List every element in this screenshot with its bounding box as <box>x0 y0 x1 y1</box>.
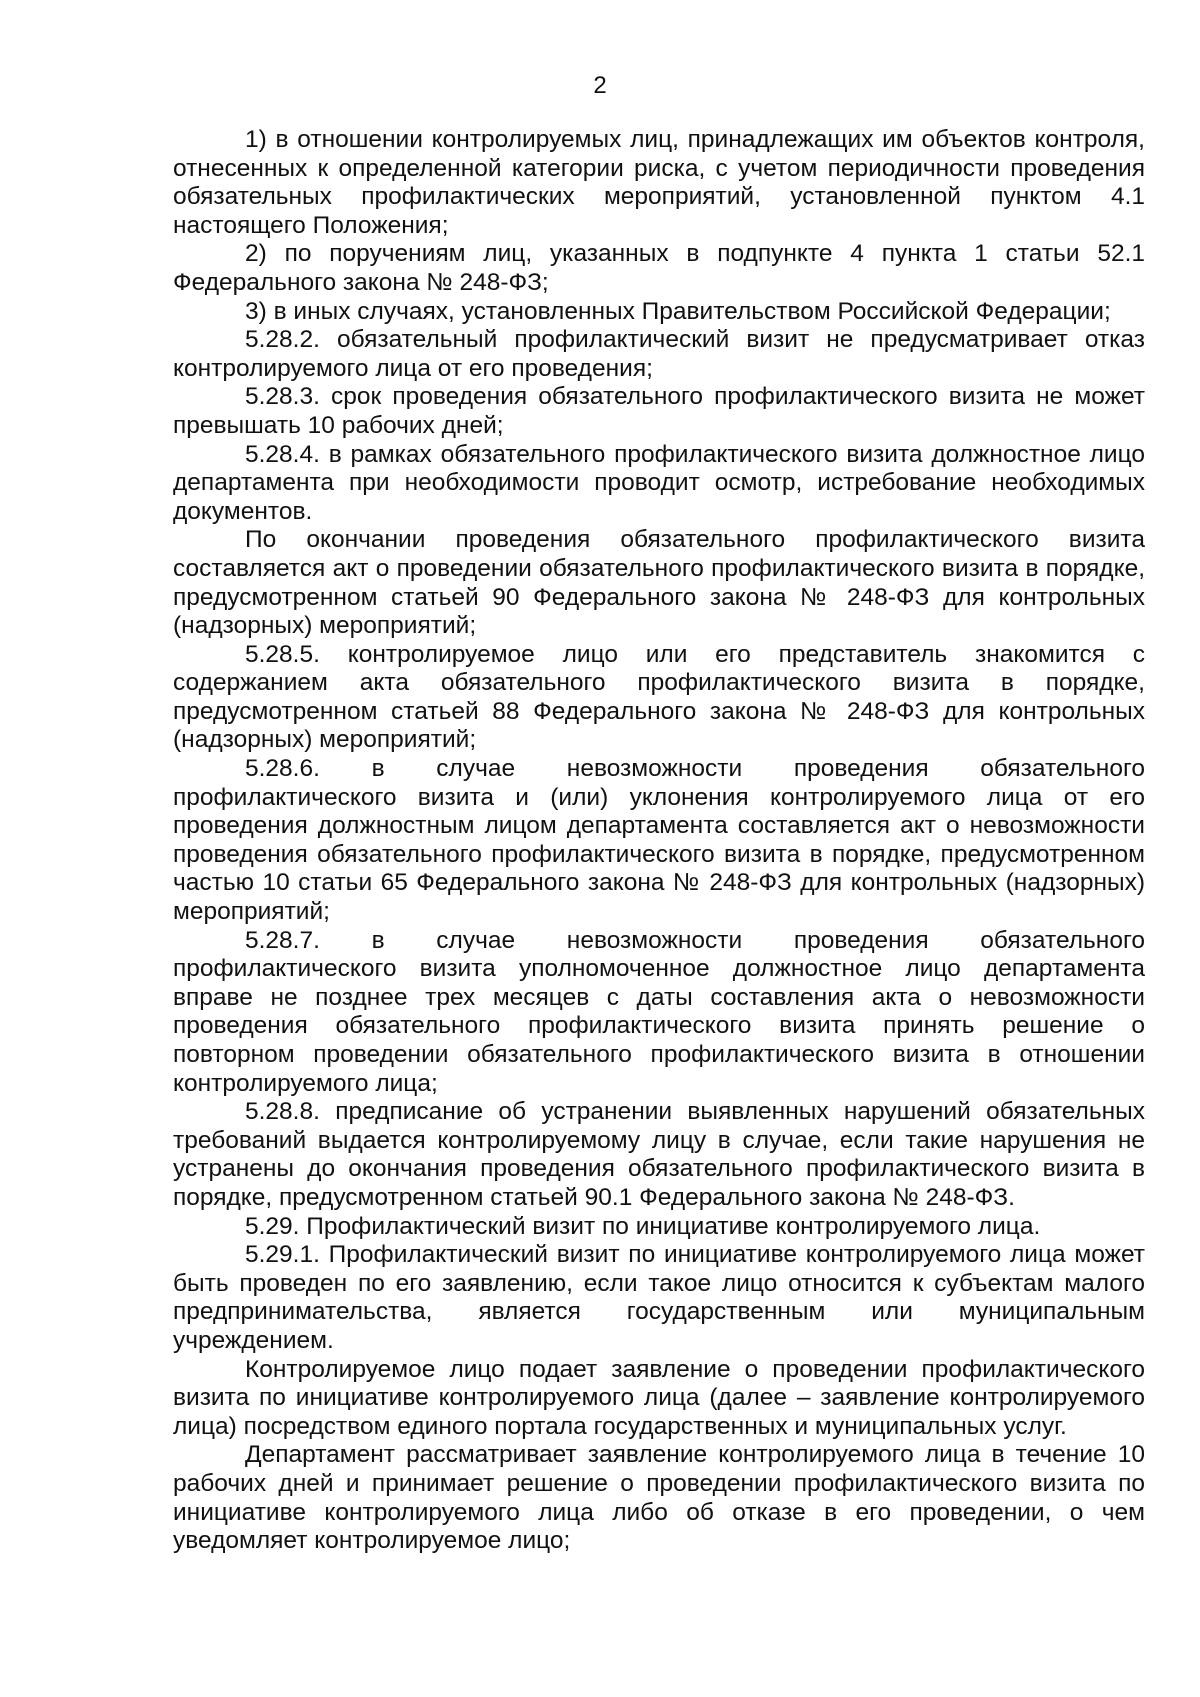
document-body <box>173 126 1145 1556</box>
paragraph-14: Контролируемое лицо подает заявление о проведении профилактического визита по инициативе контролируемого лица (далее – заявление контролируемого лица) посредством единого портала государственных и муниципальных услуг. <box>173 1355 1145 1440</box>
paragraph-6: 5.28.4. в рамках обязательного профилактического визита должностное лицо департамента при необходимости проводит осмотр, истребование необходимых документов. <box>173 440 1145 525</box>
paragraph-7: По окончании проведения обязательного профилактического визита составляется акт о проведении обязательного профилактического визита в порядке, предусмотренном статьей 90 Федерального закона № 248-ФЗ для контрольных (надзорных) мероприятий; <box>173 526 1145 640</box>
paragraph-1: 1) в отношении контролируемых лиц, принадлежащих им объектов контроля, отнесенных к определенной категории риска, с учетом периодичности проведения обязательных профилактических мероприятий, установленной пунктом 4.1 настоящего Положения; <box>173 126 1145 239</box>
paragraph-15: Департамент рассматривает заявление контролируемого лица в течение 10 рабочих дней и принимает решение о проведении профилактического визита по инициативе контролируемого лица либо об отказе в его проведении, о чем уведомляет контролируемое лицо; <box>173 1441 1145 1555</box>
paragraph-13: 5.29.1. Профилактический визит по инициативе контролируемого лица может быть проведен по его заявлению, если такое лицо относится к субъектам малого предпринимательства, является государственным или муниципальным учреждением. <box>173 1241 1145 1354</box>
paragraph-8: 5.28.5. контролируемое лицо или его представитель знакомится с содержанием акта обязательного профилактического визита в порядке, предусмотренном статьей 88 Федерального закона № 248-ФЗ для контрольных (надзорных) мероприятий; <box>173 640 1145 754</box>
paragraph-5: 5.28.3. срок проведения обязательного профилактического визита не может превышать 10 рабочих дней; <box>173 383 1145 439</box>
paragraph-4: 5.28.2. обязательный профилактический визит не предусматривает отказ контролируемого лица от его проведения; <box>173 326 1145 382</box>
paragraph-10: 5.28.7. в случае невозможности проведения обязательного профилактического визита уполномоченное должностное лицо департамента вправе не позднее трех месяцев с даты составления акта о невозможности проведения обязательного профилактического визита принять решение о повторном проведении обязательного профилактического визита в отношении контролируемого лица; <box>173 926 1145 1097</box>
paragraph-2: 2) по поручениям лиц, указанных в подпункте 4 пункта 1 статьи 52.1 Федерального закона № 248-ФЗ; <box>173 240 1145 296</box>
paragraph-9: 5.28.6. в случае невозможности проведения обязательного профилактического визита и (или) уклонения контролируемого лица от его проведения должностным лицом департамента составляется акт о невозможности проведения обязательного профилактического визита в порядке, предусмотренном частью 10 статьи 65 Федерального закона № 248-ФЗ для контрольных (надзорных) мероприятий; <box>173 755 1145 926</box>
paragraph-3: 3) в иных случаях, установленных Правительством Российской Федерации; <box>245 297 1111 325</box>
page-number: 2 <box>593 72 607 99</box>
paragraph-12: 5.29. Профилактический визит по инициативе контролируемого лица. <box>245 1212 1041 1240</box>
paragraph-11: 5.28.8. предписание об устранении выявленных нарушений обязательных требований выдается контролируемому лицу в случае, если такие нарушения не устранены до окончания проведения обязательного профилактического визита в порядке, предусмотренном статьей 90.1 Федерального закона № 248-ФЗ. <box>173 1098 1145 1211</box>
